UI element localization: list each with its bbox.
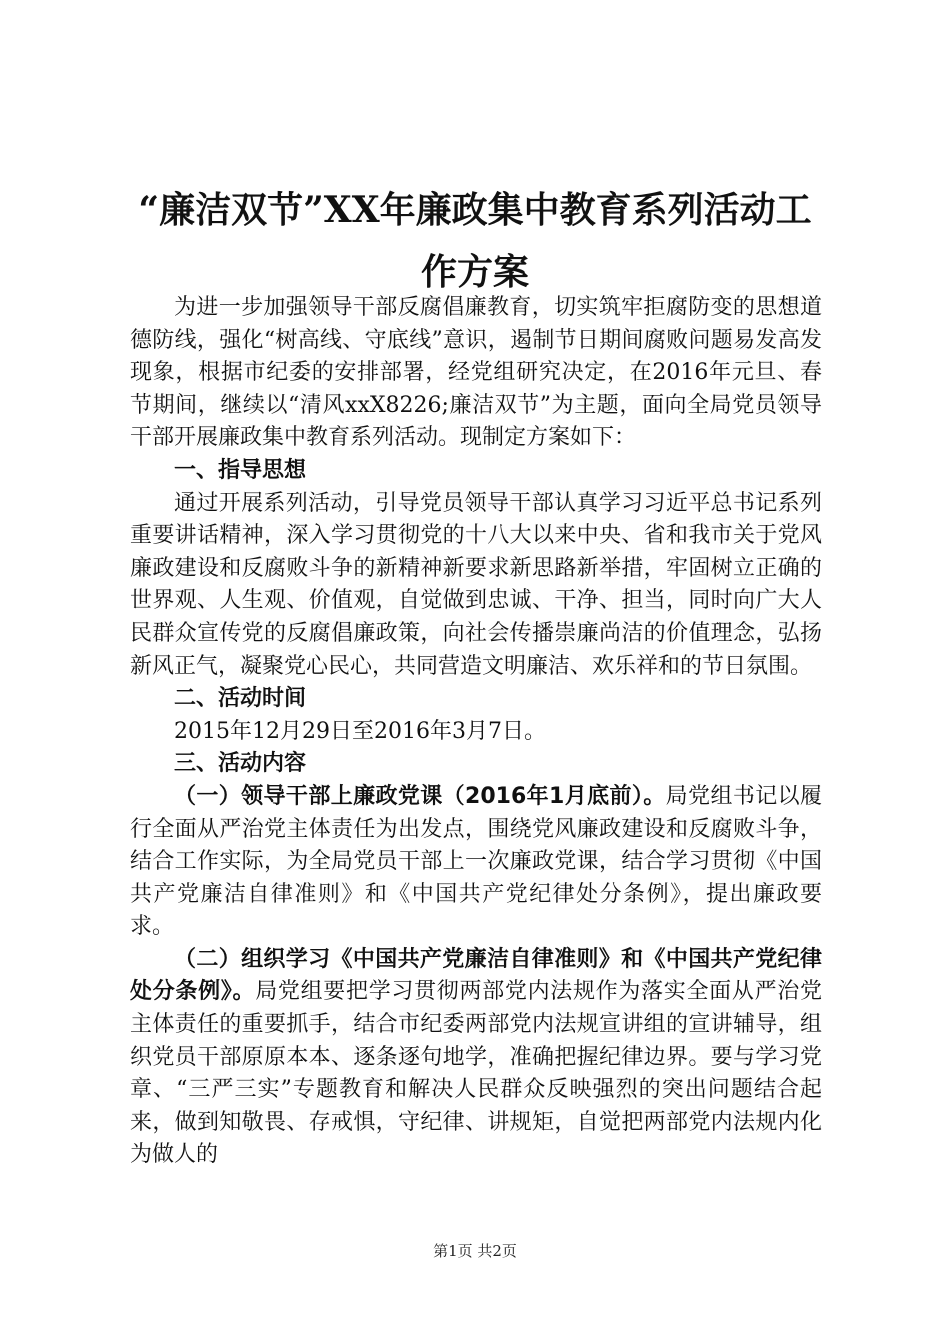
activity-item-2 xyxy=(130,944,822,1172)
section-text-activity-time: 2015年12月29日至2016年3月7日。 xyxy=(174,718,546,744)
section-text-guiding-thought: 通过开展系列活动，引导党员领导干部认真学习习近平总书记系列重要讲话精神，深入学习贯彻党的十八大以来中央、省和我市关于党风廉政建设和反腐败斗争的新精神新要求新思路新举措，牢固树立正确的世界观、人生观、价值观，自觉做到忠诚、干净、担当，同时向广大人民群众宣传党的反腐倡廉政策，向社会传播崇廉尚洁的价值理念，弘扬新风正气，凝聚党心民心，共同营造文明廉洁、欢乐祥和的节日氛围。 xyxy=(130,490,822,679)
section-heading-guiding-thought: 一、指导思想 xyxy=(174,457,307,483)
page-footer: 第1页 共2页 xyxy=(433,1242,517,1260)
document-title-line-2: 作方案 xyxy=(420,251,529,293)
section-heading-activity-time: 二、活动时间 xyxy=(174,686,307,712)
document-body xyxy=(130,292,822,1172)
activity-item-2-lead: （二）组织学习《中国共产党廉洁自律准则》和《中国共产党纪律处分条例》。 xyxy=(130,946,822,1005)
activity-item-1-text: 局党组书记以履行全面从严治党主体责任为出发点，围绕党风廉政建设和反腐败斗争，结合工作实际，为全局党员干部上一次廉政党课，结合学习贯彻《中国共产党廉洁自律准则》和《中国共产党纪律处分条例》，提出廉政要求。 xyxy=(130,783,822,940)
activity-item-1 xyxy=(130,781,822,944)
intro-paragraph: 为进一步加强领导干部反腐倡廉教育，切实筑牢拒腐防变的思想道德防线，强化“树高线、守底线”意识，遏制节日期间腐败问题易发高发现象，根据市纪委的安排部署，经党组研究决定，在2016年元旦、春节期间，继续以“清风xxX8226;廉洁双节”为主题，面向全局党员领导干部开展廉政集中教育系列活动。现制定方案如下： xyxy=(130,295,822,451)
document-title-line-1: “廉洁双节”XX年廉政集中教育系列活动工 xyxy=(138,189,812,231)
activity-item-2-text: 局党组要把学习贯彻两部党内法规作为落实全面从严治党主体责任的重要抓手，结合市纪委两部党内法规宣讲组的宣讲辅导，组织党员干部原原本本、逐条逐句地学，准确把握纪律边界。要与学习党章、“三严三实”专题教育和解决人民群众反映强烈的突出问题结合起来，做到知敬畏、存戒惧，守纪律、讲规矩，自觉把两部党内法规内化为做人的 xyxy=(130,979,822,1168)
activity-item-1-lead: （一）领导干部上廉政党课（2016年1月底前）。 xyxy=(174,783,666,809)
section-heading-activity-content: 三、活动内容 xyxy=(174,751,307,777)
